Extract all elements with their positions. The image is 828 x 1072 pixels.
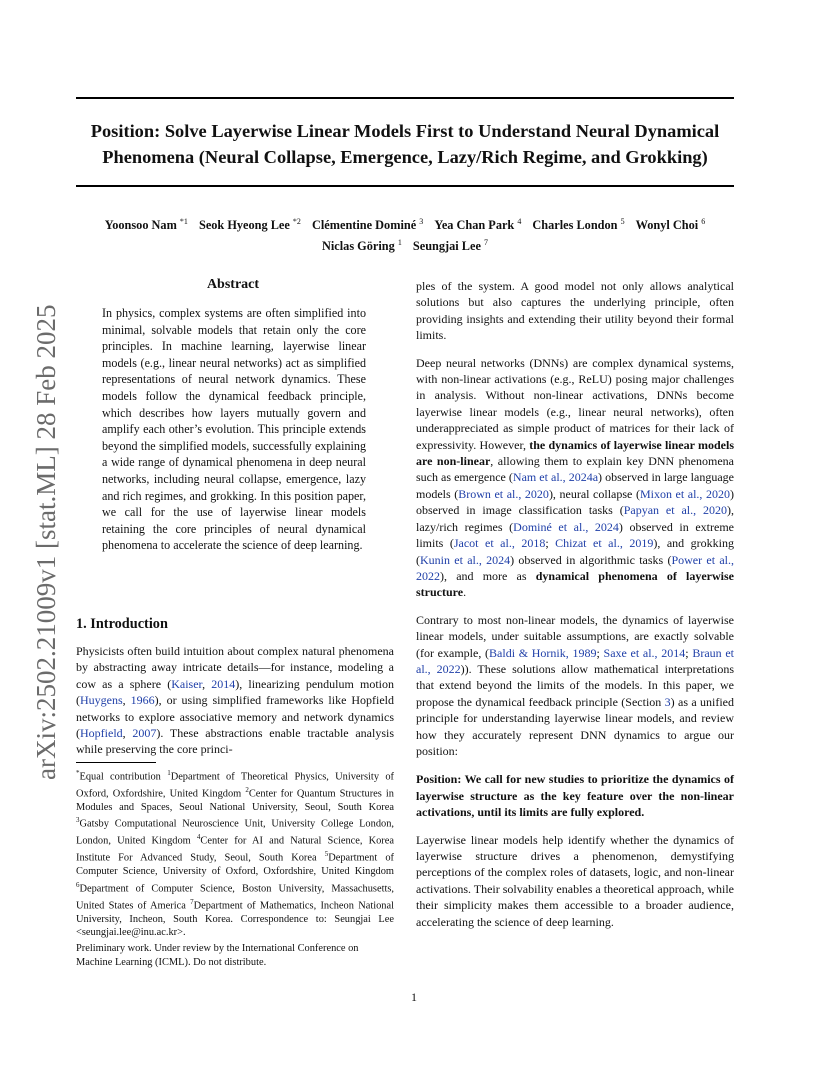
text-run: , [202,676,212,691]
body-paragraph [416,612,734,760]
text-run: ), lazy/rich regimes ( [416,503,734,534]
text-run: Physicists often build intuition about complex natural phenomena by abstracting away intricate details—for instance, modeling a cow as a sphere ( [76,644,394,691]
bold-text-run: the dynamics of layerwise linear models are non-linear [416,437,734,469]
citation-link[interactable]: 2007 [132,726,157,741]
author-affiliation-mark: *1 [179,217,188,226]
author [199,218,301,232]
author-affiliation-mark: 4 [517,217,522,226]
citation-link[interactable]: Papyan et al., 2020 [623,503,727,518]
author-affiliation-mark: 3 [419,217,424,226]
text-run: ), and grokking ( [416,536,734,567]
text-run: ) observed in algorithmic tasks ( [510,552,672,567]
page-number: 1 [411,990,417,1004]
body-paragraph [416,355,734,601]
title-line-1: Position: Solve Layerwise Linear Models First to Understand Neural Dynamical [90,121,720,141]
footnote-text: Department of Mathematics, Incheon National University, Incheon, South Korea. Correspondence to: Seungjai Lee <seungjai.lee@inu.ac.kr>. [76,900,395,939]
abstract-text: In physics, complex systems are often simplified into minimal, solvable models that retain only the core principles. In machine learning, layerwise linear models (e.g., linear neural networks) act as simplified representations of neural network dynamics. These models follow the dynamical feedback principle, which describes how layers mutually govern and amplify each other’s evolution. This principle extends beyond the simplified models, successfully explaining a wide range of dynamical phenomena in deep neural networks, including neural collapse, emergence, lazy and rich regimes, and grokking. In this position paper, we call for the use of layerwise linear models retaining the core principles of neural dynamical phenomena to accelerate the science of deep learning. [102,306,366,553]
abstract-heading: Abstract [206,277,260,292]
footnote-text: Center for Quantum Structures in Modules and Spaces, Seoul National University, Seoul, South Korea [76,788,394,813]
text-run: ; [545,536,556,551]
text-run: ) observed in image classification tasks ( [416,486,734,518]
intro-paragraph [76,643,394,758]
citation-link[interactable]: Baldi & Hornik, 1989 [489,645,597,660]
author-name: Yoonsoo Nam [104,218,177,233]
footnote-rule [76,762,156,763]
footnote-mark: 7 [190,897,194,906]
text-run: , [122,726,133,741]
affiliations-footnote [76,767,394,940]
footnote-mark: * [76,769,80,777]
text-run: ), neural collapse ( [548,486,640,501]
author-name: Seungjai Lee [412,239,481,254]
author-name: Wonyl Choi [635,218,699,233]
text-run: ; [596,645,604,660]
title-top-rule [76,97,734,99]
text-run: , [122,693,131,708]
author-affiliation-mark: 5 [620,217,625,226]
footnote-text: Center for AI and Natural Science, Korea Institute For Advanced Study, Seoul, South Korea [76,835,394,864]
text-run: Contrary to most non-linear models, the dynamics of layerwise linear models, under suitable assumptions, are exactly solvable (for example, ( [416,612,734,660]
footnote-text: Department of Computer Science, University of Oxford, Oxfordshire, United Kingdom [76,852,394,878]
citation-link[interactable]: Saxe et al., 2014 [603,645,686,660]
author [636,218,706,232]
author-name: Charles London [532,218,618,233]
footnote-text: Equal contribution [79,771,168,783]
author-name: Clémentine Dominé [312,218,417,233]
text-run: . [463,585,467,600]
citation-link[interactable]: 1966 [130,693,155,708]
footnote-mark: 1 [167,769,171,777]
text-run: ) observed in extreme limits ( [416,519,734,551]
citation-link[interactable]: Dominé et al., 2024 [513,519,619,534]
right-column [416,278,734,941]
author-name: Seok Hyeong Lee [198,218,290,233]
body-paragraph: ples of the system. A good model not only allows analytical solutions but also captures the underlying principle, often providing insights and extending their utility beyond their formal limits. [416,279,734,343]
citation-link[interactable]: Kaiser [171,676,203,691]
author-name: Yea Chan Park [434,218,515,233]
citation-link[interactable]: Nam et al., 2024a [512,470,599,485]
text-run: , allowing them to explain key DNN phenomena such as emergence ( [416,454,734,485]
author [105,218,188,232]
author-affiliation-mark: 7 [483,238,488,248]
position-statement: Position: We call for new studies to prioritize the dynamics of layerwise structure as the key feature over the non-linear activations, until its limits are fully explored. [416,772,734,820]
author-affiliation-mark: *2 [292,217,301,226]
citation-link[interactable]: 2014 [211,676,236,691]
title-bottom-rule [76,185,734,187]
text-run: ; [685,645,693,660]
footnote-mark: 6 [76,880,80,889]
bold-text-run: dynamical phenomena of layerwise structure [416,568,734,600]
title-line-2: Phenomena (Neural Collapse, Emergence, Lazy/Rich Regime, and Grokking) [102,147,708,167]
footnote-text: Department of Computer Science, Boston University, Massachusetts, United States of America [76,883,394,912]
citation-link[interactable]: Braun et al., 2022 [416,645,734,676]
text-run: Deep neural networks (DNNs) are complex dynamical systems, with non-linear activations (e.g., ReLU) posing major challenges in analysis. Without non-linear activations, DNNs become layerwise linear models (e.g., linear neural networks), often underappreciated as simple product of matrices for their lack of expressivity. However, [416,355,734,452]
text-run: ), or using simplified frameworks like Hopfield networks to explore associative memory and network dynamics ( [76,693,395,741]
author-name: Niclas Göring [322,239,395,254]
body-paragraph: Layerwise linear models help identify whether the dynamics of layerwise structure drives a phenomenon, demystifying perceptions of the complex roles of datasets, logic, and non-linear activations. Their solvability enables a theoretical approach, while their simplicity makes them accessible to a broader audience, accelerating the science of deep learning. [416,832,734,929]
footnote-mark: 2 [245,785,249,794]
citation-link[interactable]: Jacot et al., 2018 [453,536,546,551]
text-run: ) as a unified principle for understanding layerwise linear models, and review how they accurately represent DNN dynamics to argue our position: [416,694,735,758]
footnote-text: Gatsby Computational Neuroscience Unit, University College London, London, United Kingdom [76,818,394,847]
arxiv-identifier-stamp: arXiv:2502.21009v1 [stat.ML] 28 Feb 2025 [31,304,61,780]
section-reference-link[interactable]: 3 [664,694,671,709]
footnote-mark: 5 [324,850,329,859]
citation-link[interactable]: Hopfield [80,726,123,741]
citation-link[interactable]: Kunin et al., 2024 [420,552,511,567]
author-list [76,213,734,255]
citation-link[interactable]: Chizat et al., 2019 [555,536,654,551]
footnote-text: Department of Theoretical Physics, University of Oxford, Oxfordshire, United Kingdom [76,771,394,800]
footnote-mark: 3 [76,816,80,825]
text-run: ). These abstractions enable tractable analysis while preserving the core princi- [76,726,394,757]
citation-link[interactable]: Huygens [80,693,123,708]
text-run: ), linearizing pendulum motion ( [76,676,394,708]
author [413,239,488,253]
author [434,218,521,232]
citation-link[interactable]: Brown et al., 2020 [458,486,549,501]
author [312,218,423,232]
text-run: ) observed in large language models ( [416,470,734,501]
preliminary-notice: Preliminary work. Under review by the International Conference on Machine Learning (ICML). Do not distribute. [76,943,359,968]
paper-title [76,118,734,170]
footnote-mark: 4 [196,833,201,842]
text-run: ), and more as [440,568,536,583]
author [322,239,402,253]
citation-link[interactable]: Power et al., 2022 [416,552,734,583]
author-affiliation-mark: 1 [397,238,402,248]
author-affiliation-mark: 6 [701,217,706,226]
section-heading-introduction: 1. Introduction [76,616,168,632]
text-run: )). These solutions allow mathematical interpretations that extend beyond the limits of the models. In this paper, we propose the dynamical feedback principle (Section [416,661,734,709]
citation-link[interactable]: Mixon et al., 2020 [639,486,730,501]
author [532,218,624,232]
